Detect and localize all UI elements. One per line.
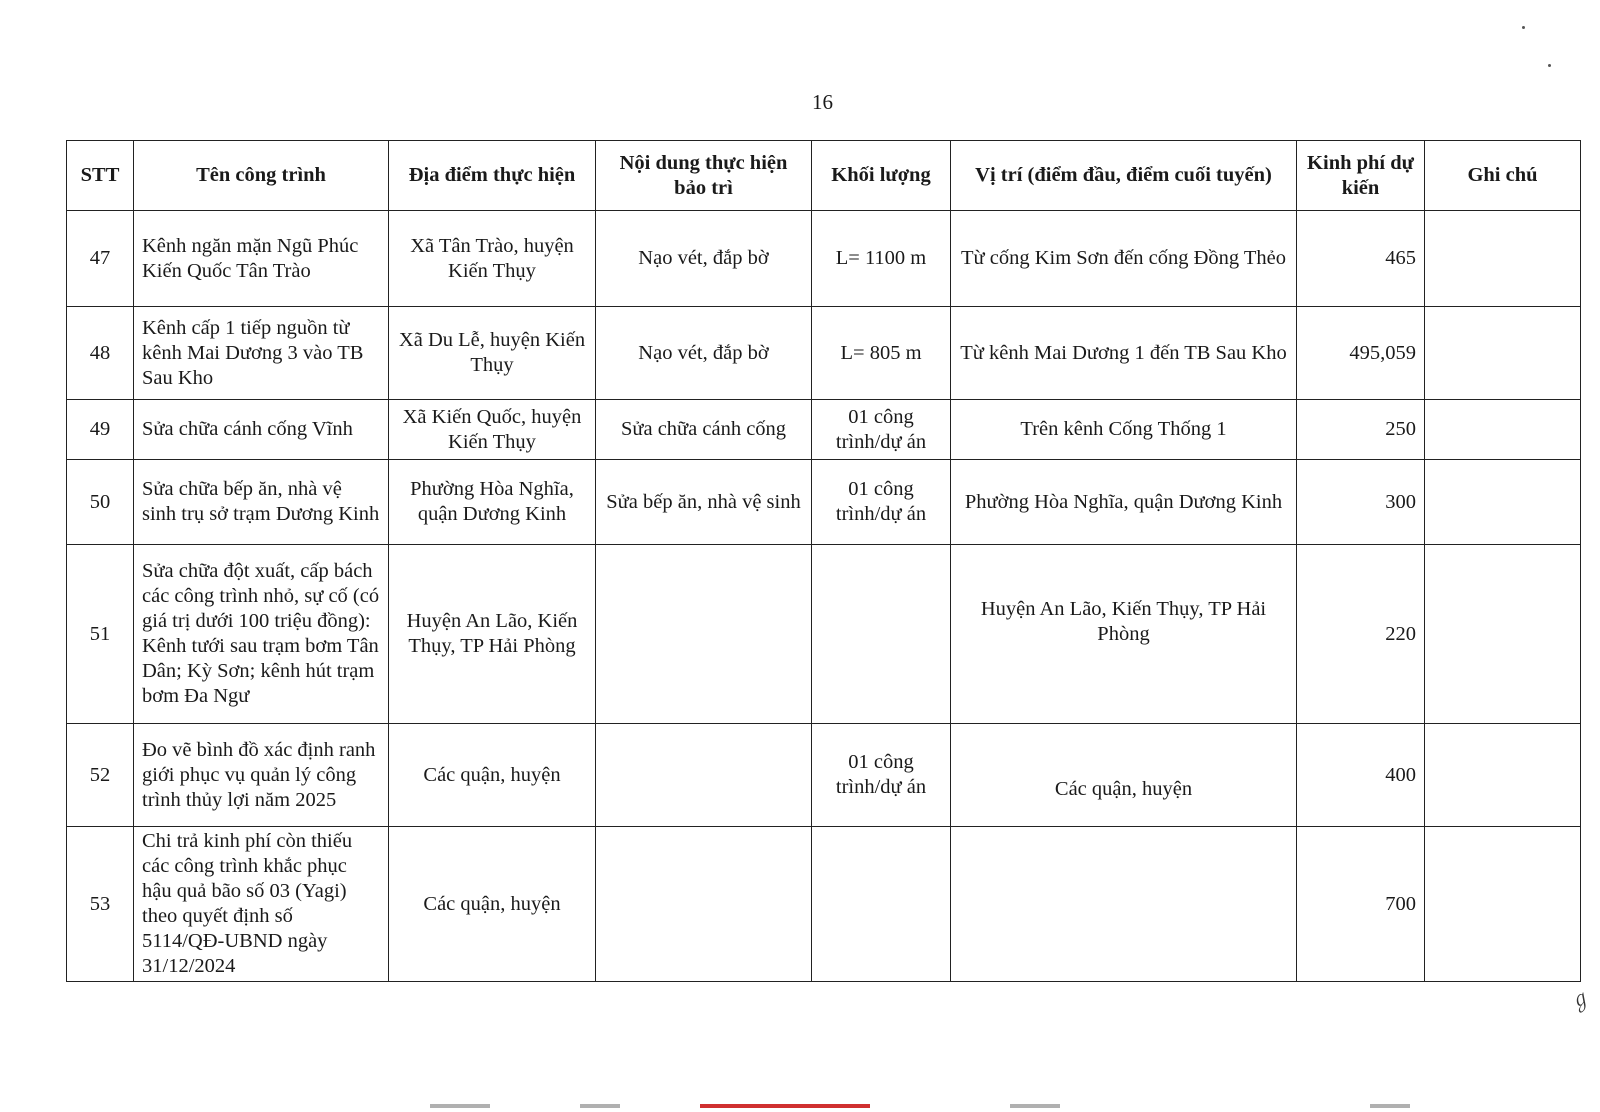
cell-location: Các quận, huyện <box>389 827 596 982</box>
cell-name: Sửa chữa bếp ăn, nhà vệ sinh trụ sở trạm Dương Kinh <box>134 460 389 545</box>
table-row <box>67 827 1581 982</box>
cell-name: Đo vẽ bình đồ xác định ranh giới phục vụ quản lý công trình thủy lợi năm 2025 <box>134 724 389 827</box>
cell-content: Sửa bếp ăn, nhà vệ sinh <box>596 460 812 545</box>
cell-cost: 465 <box>1297 211 1425 307</box>
cell-note <box>1425 545 1581 724</box>
cell-content <box>596 724 812 827</box>
maintenance-works-table <box>66 140 1581 982</box>
cell-note <box>1425 211 1581 307</box>
cell-volume <box>812 827 951 982</box>
cell-name: Sửa chữa đột xuất, cấp bách các công trình nhỏ, sự cố (có giá trị dưới 100 triệu đồng): Kênh tưới sau trạm bơm Tân Dân; Kỳ Sơn; kênh hút trạm bơm Đa Ngư <box>134 545 389 724</box>
cell-content: Nạo vét, đắp bờ <box>596 211 812 307</box>
cell-location: Phường Hòa Nghĩa, quận Dương Kinh <box>389 460 596 545</box>
header-cost: Kinh phí dự kiến <box>1297 141 1425 211</box>
stamp-edge <box>0 1100 1600 1112</box>
cell-content: Sửa chữa cánh cống <box>596 400 812 460</box>
cell-stt: 47 <box>67 211 134 307</box>
header-stt: STT <box>67 141 134 211</box>
table-row <box>67 400 1581 460</box>
cell-stt: 53 <box>67 827 134 982</box>
cell-stt: 52 <box>67 724 134 827</box>
cell-position <box>951 545 1297 724</box>
header-volume: Khối lượng <box>812 141 951 211</box>
cell-cost: 495,059 <box>1297 307 1425 400</box>
cell-note <box>1425 724 1581 827</box>
header-location: Địa điểm thực hiện <box>389 141 596 211</box>
cell-volume: 01 công trình/dự án <box>812 460 951 545</box>
cell-cost: 300 <box>1297 460 1425 545</box>
header-note: Ghi chú <box>1425 141 1581 211</box>
header-name: Tên công trình <box>134 141 389 211</box>
cell-stt: 49 <box>67 400 134 460</box>
header-content: Nội dung thực hiện bảo trì <box>596 141 812 211</box>
cell-name: Kênh cấp 1 tiếp nguồn từ kênh Mai Dương 3 vào TB Sau Kho <box>134 307 389 400</box>
cell-content <box>596 827 812 982</box>
table-row <box>67 307 1581 400</box>
cell-volume: 01 công trình/dự án <box>812 724 951 827</box>
header-position: Vị trí (điểm đầu, điểm cuối tuyến) <box>951 141 1297 211</box>
cell-volume: L= 805 m <box>812 307 951 400</box>
cell-position <box>951 827 1297 982</box>
cell-location: Xã Du Lễ, huyện Kiến Thụy <box>389 307 596 400</box>
page-number: 16 <box>812 90 833 114</box>
cell-volume: 01 công trình/dự án <box>812 400 951 460</box>
cell-position <box>951 724 1297 827</box>
cell-note <box>1425 307 1581 400</box>
cell-cost: 250 <box>1297 400 1425 460</box>
scan-speck <box>1548 64 1551 67</box>
cell-location: Xã Tân Trào, huyện Kiến Thụy <box>389 211 596 307</box>
cell-stt: 48 <box>67 307 134 400</box>
cell-stt: 50 <box>67 460 134 545</box>
cell-cost: 700 <box>1297 827 1425 982</box>
cell-name: Kênh ngăn mặn Ngũ Phúc Kiến Quốc Tân Trào <box>134 211 389 307</box>
table-row <box>67 724 1581 827</box>
initial-mark: ℊ <box>1564 985 1594 1016</box>
table-header <box>67 141 1581 211</box>
table-row <box>67 211 1581 307</box>
cell-position: Từ kênh Mai Dương 1 đến TB Sau Kho <box>951 307 1297 400</box>
cell-position: Từ cống Kim Sơn đến cống Đồng Thẻo <box>951 211 1297 307</box>
cell-cost: 400 <box>1297 724 1425 827</box>
cell-location: Xã Kiến Quốc, huyện Kiến Thụy <box>389 400 596 460</box>
cell-stt: 51 <box>67 545 134 724</box>
cell-position-text: Huyện An Lão, Kiến Thụy, TP Hải Phòng <box>980 598 1267 645</box>
cell-cost: 220 <box>1297 545 1425 724</box>
cell-note <box>1425 827 1581 982</box>
cell-name: Chi trả kinh phí còn thiếu các công trình khắc phục hậu quả bão số 03 (Yagi) theo quyết định số 5114/QĐ-UBND ngày 31/12/2024 <box>134 827 389 982</box>
cell-position: Phường Hòa Nghĩa, quận Dương Kinh <box>951 460 1297 545</box>
cell-content: Nạo vét, đắp bờ <box>596 307 812 400</box>
table-row <box>67 545 1581 724</box>
cell-location: Huyện An Lão, Kiến Thụy, TP Hải Phòng <box>389 545 596 724</box>
cell-volume <box>812 545 951 724</box>
scan-speck <box>1522 26 1525 29</box>
table-row <box>67 460 1581 545</box>
cell-position-text: Các quận, huyện <box>1054 777 1193 800</box>
cell-content <box>596 545 812 724</box>
cell-volume: L= 1100 m <box>812 211 951 307</box>
cell-note <box>1425 400 1581 460</box>
cell-note <box>1425 460 1581 545</box>
cell-name: Sửa chữa cánh cống Vĩnh <box>134 400 389 460</box>
cell-position: Trên kênh Cống Thống 1 <box>951 400 1297 460</box>
cell-location: Các quận, huyện <box>389 724 596 827</box>
